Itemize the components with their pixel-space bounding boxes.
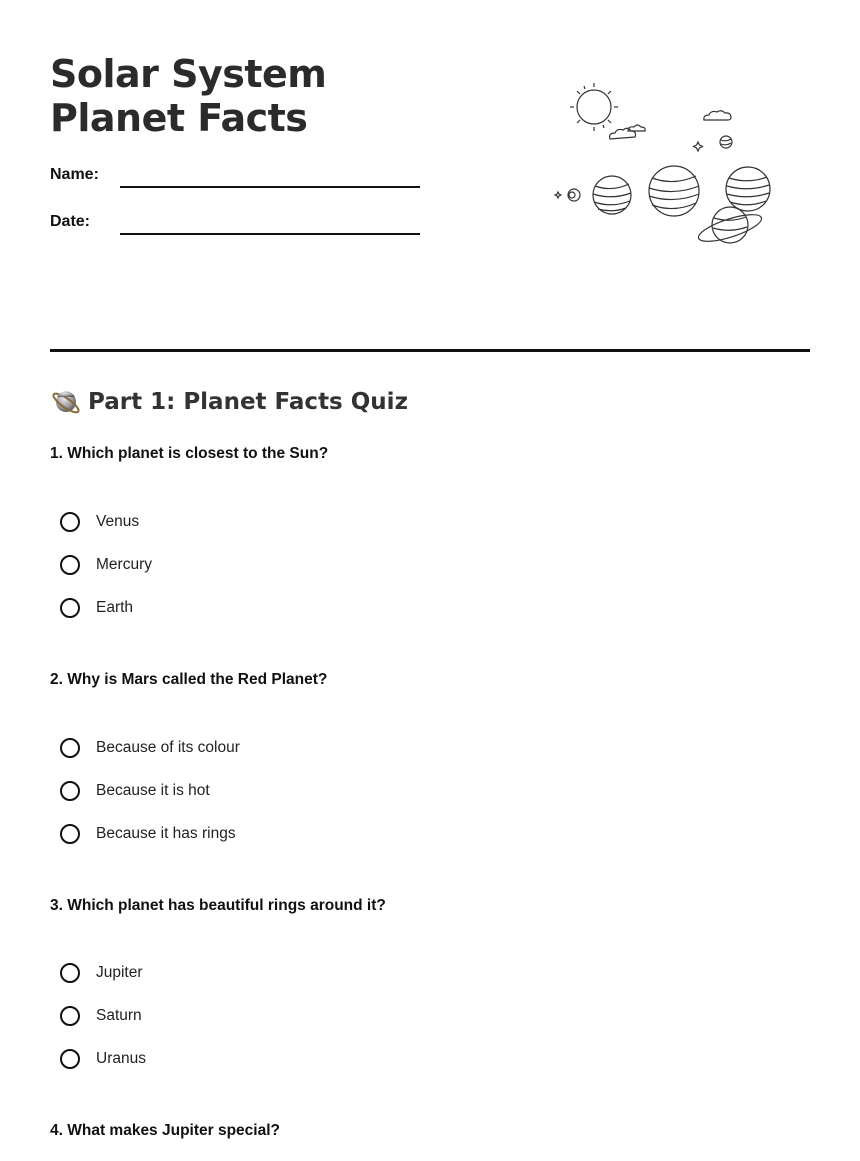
option-label: Because it is hot <box>96 782 210 799</box>
radio-button[interactable] <box>60 512 80 532</box>
sun-icon <box>570 83 618 131</box>
option-label: Jupiter <box>96 964 143 981</box>
radio-button[interactable] <box>60 555 80 575</box>
page-title: Solar System Planet Facts <box>50 52 327 140</box>
saturn-icon <box>696 207 764 247</box>
option-label: Because of its colour <box>96 739 240 756</box>
name-field-row <box>50 166 420 184</box>
section-heading <box>50 386 408 418</box>
radio-button[interactable] <box>60 1049 80 1069</box>
question-2-option-3[interactable] <box>60 821 236 847</box>
question-3: 3. Which planet has beautiful rings around it? <box>50 897 386 914</box>
question-3-option-1[interactable] <box>60 960 143 986</box>
radio-button[interactable] <box>60 738 80 758</box>
radio-button[interactable] <box>60 824 80 844</box>
radio-button[interactable] <box>60 963 80 983</box>
question-2-option-2[interactable] <box>60 778 210 804</box>
question-1-option-3[interactable] <box>60 595 133 621</box>
radio-button[interactable] <box>60 598 80 618</box>
option-label: Uranus <box>96 1050 146 1067</box>
date-field[interactable] <box>120 233 420 235</box>
question-1-option-2[interactable] <box>60 552 152 578</box>
name-label: Name: <box>50 166 99 183</box>
question-1-option-1[interactable] <box>60 509 139 535</box>
radio-button[interactable] <box>60 781 80 801</box>
option-label: Because it has rings <box>96 825 236 842</box>
solar-system-illustration <box>548 78 784 254</box>
section-heading-text: Part 1: Planet Facts Quiz <box>88 389 408 415</box>
question-2-option-1[interactable] <box>60 735 240 761</box>
question-2: 2. Why is Mars called the Red Planet? <box>50 671 328 688</box>
date-label: Date: <box>50 213 91 230</box>
section-divider <box>50 349 810 352</box>
question-1: 1. Which planet is closest to the Sun? <box>50 445 329 462</box>
question-3-option-2[interactable] <box>60 1003 142 1029</box>
question-3-option-3[interactable] <box>60 1046 146 1072</box>
ringed-planet-icon <box>50 386 82 418</box>
name-field[interactable] <box>120 186 420 188</box>
option-label: Venus <box>96 513 140 530</box>
date-field-row <box>50 213 420 231</box>
option-label: Mercury <box>96 556 152 573</box>
option-label: Earth <box>96 599 134 616</box>
radio-button[interactable] <box>60 1006 80 1026</box>
cloud-icon <box>610 111 731 139</box>
question-4: 4. What makes Jupiter special? <box>50 1122 281 1139</box>
option-label: Saturn <box>96 1007 142 1024</box>
